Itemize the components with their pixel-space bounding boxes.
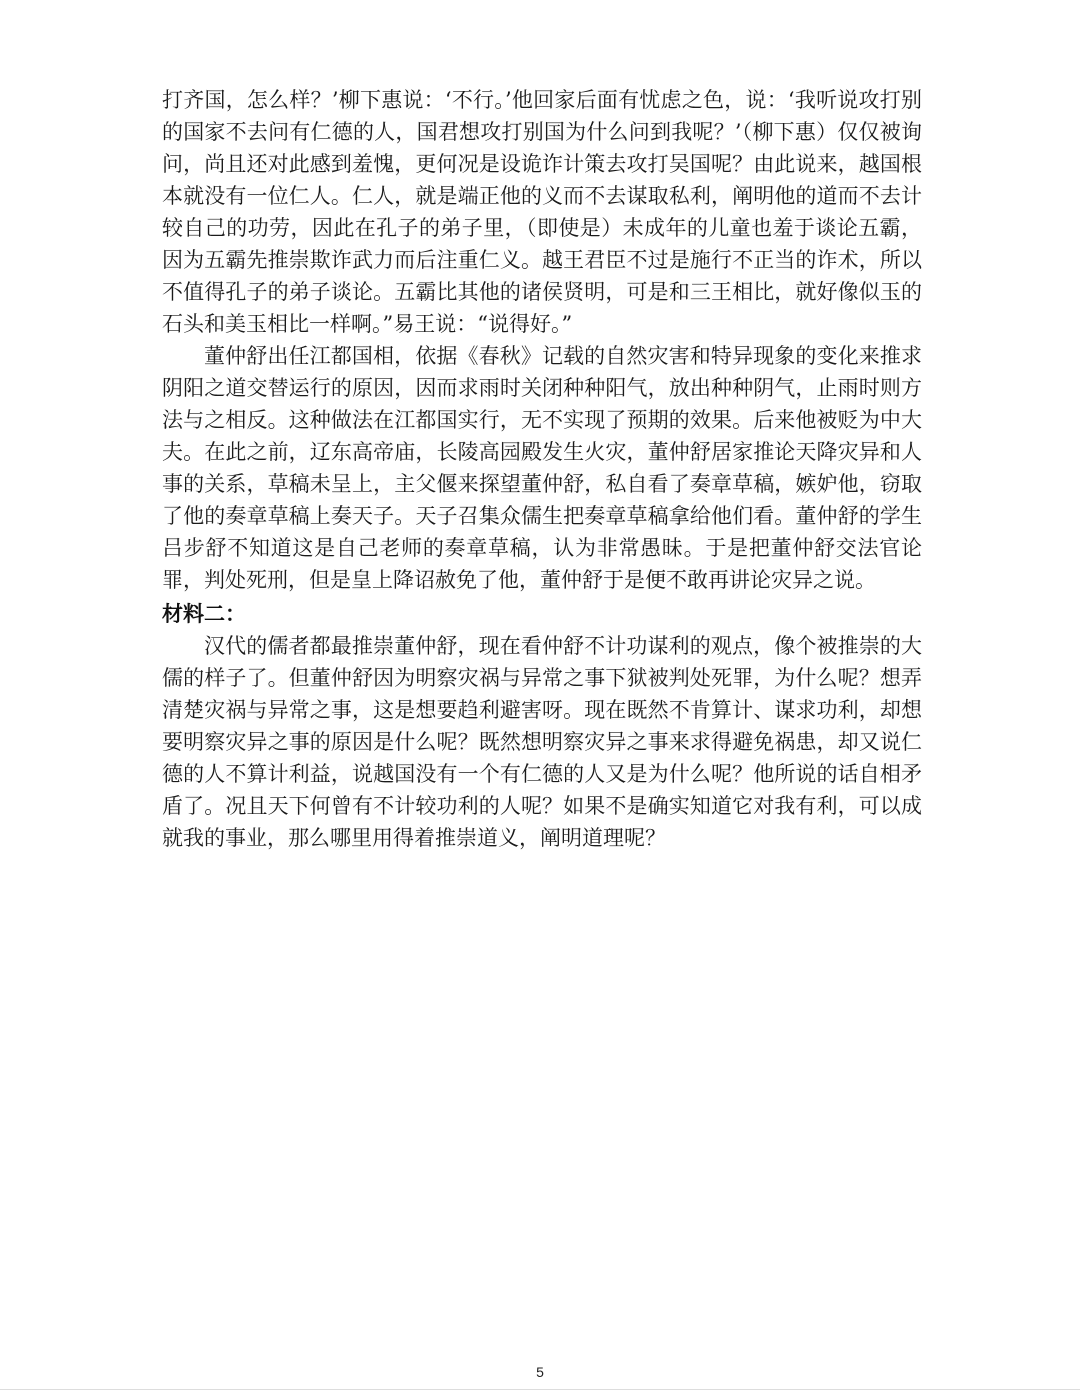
- section-heading-material-two: 材料二：: [162, 602, 246, 626]
- paragraph-continued: 打齐国，怎么样？’柳下惠说：‘不行。’他回家后面有忧虑之色，说：‘我听说攻打别的国家不去问有仁德的人，国君想攻打别国为什么问到我呢？’（柳下惠）仅仅被询问，尚且还对此感到羞愧，更何况是设诡诈计策去攻打吴国呢？由此说来，越国根本就没有一位仁人。仁人，就是端正他的义而不去谋取私利，阐明他的道而不去计较自己的功劳，因此在孔子的弟子里，（即使是）未成年的儿童也羞于谈论五霸，因为五霸先推崇欺诈武力而后注重仁义。越王君臣不过是施行不正当的诈术，所以不值得孔子的弟子谈论。五霸比其他的诸侯贤明，可是和三王相比，就好像似玉的石头和美玉相比一样啊。”易王说：“说得好。”: [162, 88, 922, 336]
- paragraph-material-two: 汉代的儒者都最推崇董仲舒，现在看仲舒不计功谋利的观点，像个被推崇的大儒的样子了。但董仲舒因为明察灾祸与异常之事下狱被判处死罪，为什么呢？想弄清楚灾祸与异常之事，这是想要趋利避害呀。现在既然不肯算计、谋求功利，却想要明察灾异之事的原因是什么呢？既然想明察灾异之事来求得避免祸患，却又说仁德的人不算计利益，说越国没有一个有仁德的人又是为什么呢？他所说的话自相矛盾了。况且天下何曾有不计较功利的人呢？如果不是确实知道它对我有利，可以成就我的事业，那么哪里用得着推崇道义，阐明道理呢？: [162, 634, 922, 850]
- document-body: [162, 84, 922, 854]
- bottom-divider: [0, 1389, 1080, 1390]
- paragraph-dong-zhongshu: 董仲舒出任江都国相，依据《春秋》记载的自然灾害和特异现象的变化来推求阴阳之道交替运行的原因，因而求雨时关闭种种阳气，放出种种阴气，止雨时则方法与之相反。这种做法在江都国实行，无不实现了预期的效果。后来他被贬为中大夫。在此之前，辽东高帝庙，长陵高园殿发生火灾，董仲舒居家推论天降灾异和人事的关系，草稿未呈上，主父偃来探望董仲舒，私自看了奏章草稿，嫉妒他，窃取了他的奏章草稿上奏天子。天子召集众儒生把奏章草稿拿给他们看。董仲舒的学生吕步舒不知道这是自己老师的奏章草稿，认为非常愚昧。于是把董仲舒交法官论罪，判处死刑，但是皇上降诏赦免了他，董仲舒于是便不敢再讲论灾异之说。: [162, 344, 922, 592]
- page-number: 5: [536, 1364, 544, 1380]
